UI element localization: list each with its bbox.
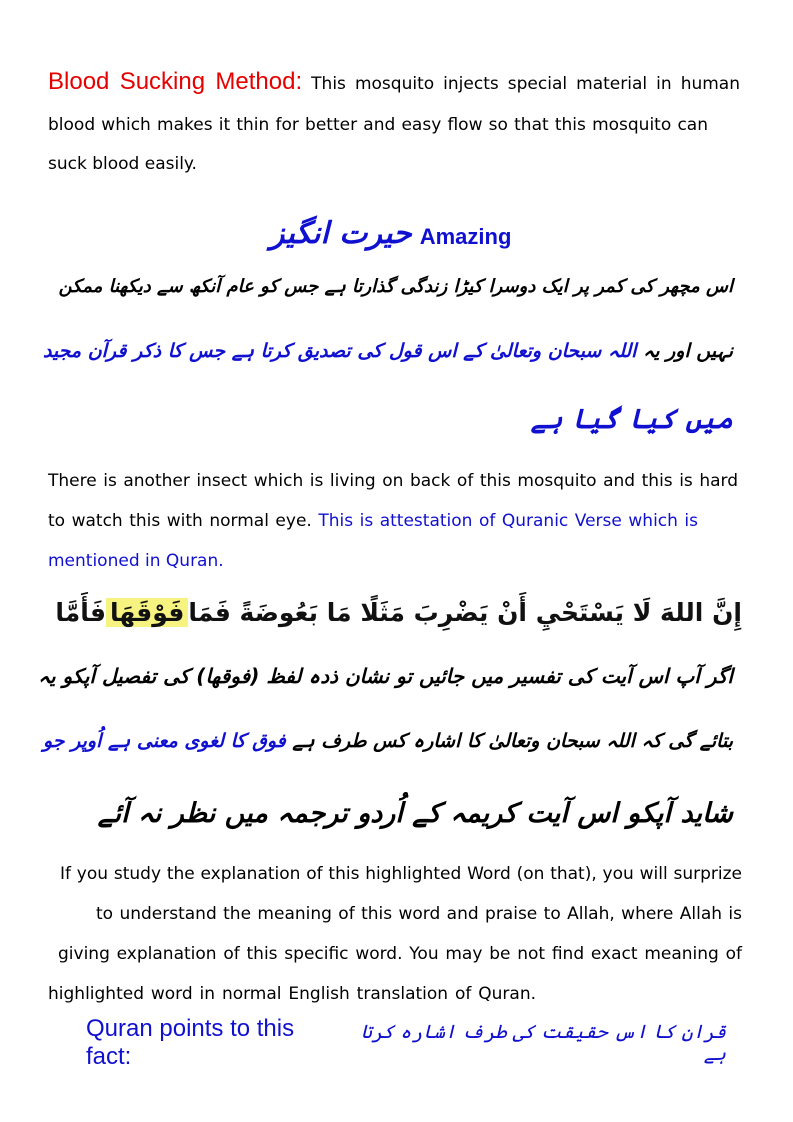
- blood-line-1: [48, 62, 740, 104]
- urdu-para2-line-2: [43, 730, 733, 752]
- urdu-para1-line-1: اس مچھر کی کمر پر ایک دوسرا کیڑا زندگی گذارتا ہے جس کو عام آنکھ سے دیکھنا ممکن: [58, 276, 733, 297]
- urdu-para1-line-2-black: نہیں اور یہ: [643, 340, 733, 362]
- verse-highlighted-word: فَوْقَهَا: [106, 598, 188, 627]
- study-line-1: If you study the explanation of this highlighted Word (on that), you will surprize: [60, 864, 742, 884]
- amazing-urdu: حیرت انگیز: [270, 215, 412, 251]
- urdu-para1-line-2-blue: اللہ سبحان وتعالیٰ کے اس قول کی تصدیق کرتا ہے جس کا ذکر قرآن مجید: [42, 340, 637, 362]
- blood-line-3: suck blood easily.: [48, 154, 197, 174]
- insect-line-2-black: to watch this with normal eye.: [48, 511, 312, 531]
- urdu-para2-line-2-black: بتائے گی کہ اللہ سبحان وتعالیٰ کا اشارہ کس طرف ہے: [292, 730, 733, 752]
- blood-heading: Blood Sucking Method:: [48, 68, 303, 95]
- blood-line-2: blood which makes it thin for better and easy flow so that this mosquito can: [48, 115, 708, 135]
- urdu-para2-line-3: شاید آپکو اس آیت کریمہ کے اُردو ترجمہ میں نظر نہ آئے: [97, 798, 733, 829]
- study-line-4: highlighted word in normal English translation of Quran.: [48, 984, 536, 1004]
- insect-line-2: [48, 502, 698, 541]
- footer-line: [86, 1015, 726, 1070]
- blood-text-1: This mosquito injects special material in human: [311, 74, 740, 94]
- insect-line-3: mentioned in Quran.: [48, 551, 224, 571]
- study-line-3: giving explanation of this specific word. You may be not find exact meaning of: [58, 944, 742, 964]
- urdu-para2-line-1: اگر آپ اس آیت کی تفسیر میں جائیں تو نشان ذدہ لفظ (فوقھا) کی تفصیل آپکو یہ: [38, 664, 733, 688]
- amazing-heading: [270, 208, 530, 258]
- verse-before: إِنَّ اللهَ لَا يَسْتَحْيِ أَنْ يَضْرِبَ مَثَلًا مَا بَعُوضَةً فَمَا: [188, 597, 742, 627]
- urdu-para2-line-2-blue: فوق کا لغوی معنی ہے اُوپر جو: [42, 730, 286, 752]
- study-line-2: to understand the meaning of this word and praise to Allah, where Allah is: [96, 904, 742, 924]
- verse-after: فَأَمَّا: [55, 597, 107, 627]
- footer-english: Quran points to this fact:: [86, 1015, 295, 1070]
- urdu-para1-line-3: میں کیا گیا ہے: [530, 404, 733, 435]
- insect-line-2-blue: This is attestation of Quranic Verse which is: [318, 511, 699, 531]
- amazing-english: Amazing: [419, 224, 512, 249]
- quran-verse: [55, 582, 742, 642]
- insect-line-1: There is another insect which is living on back of this mosquito and this is hard: [48, 471, 738, 491]
- urdu-para1-line-2: [43, 340, 733, 362]
- footer-urdu: قران کا اس حقیقت کی طرف اشارہ کرتا ہے: [360, 1021, 726, 1065]
